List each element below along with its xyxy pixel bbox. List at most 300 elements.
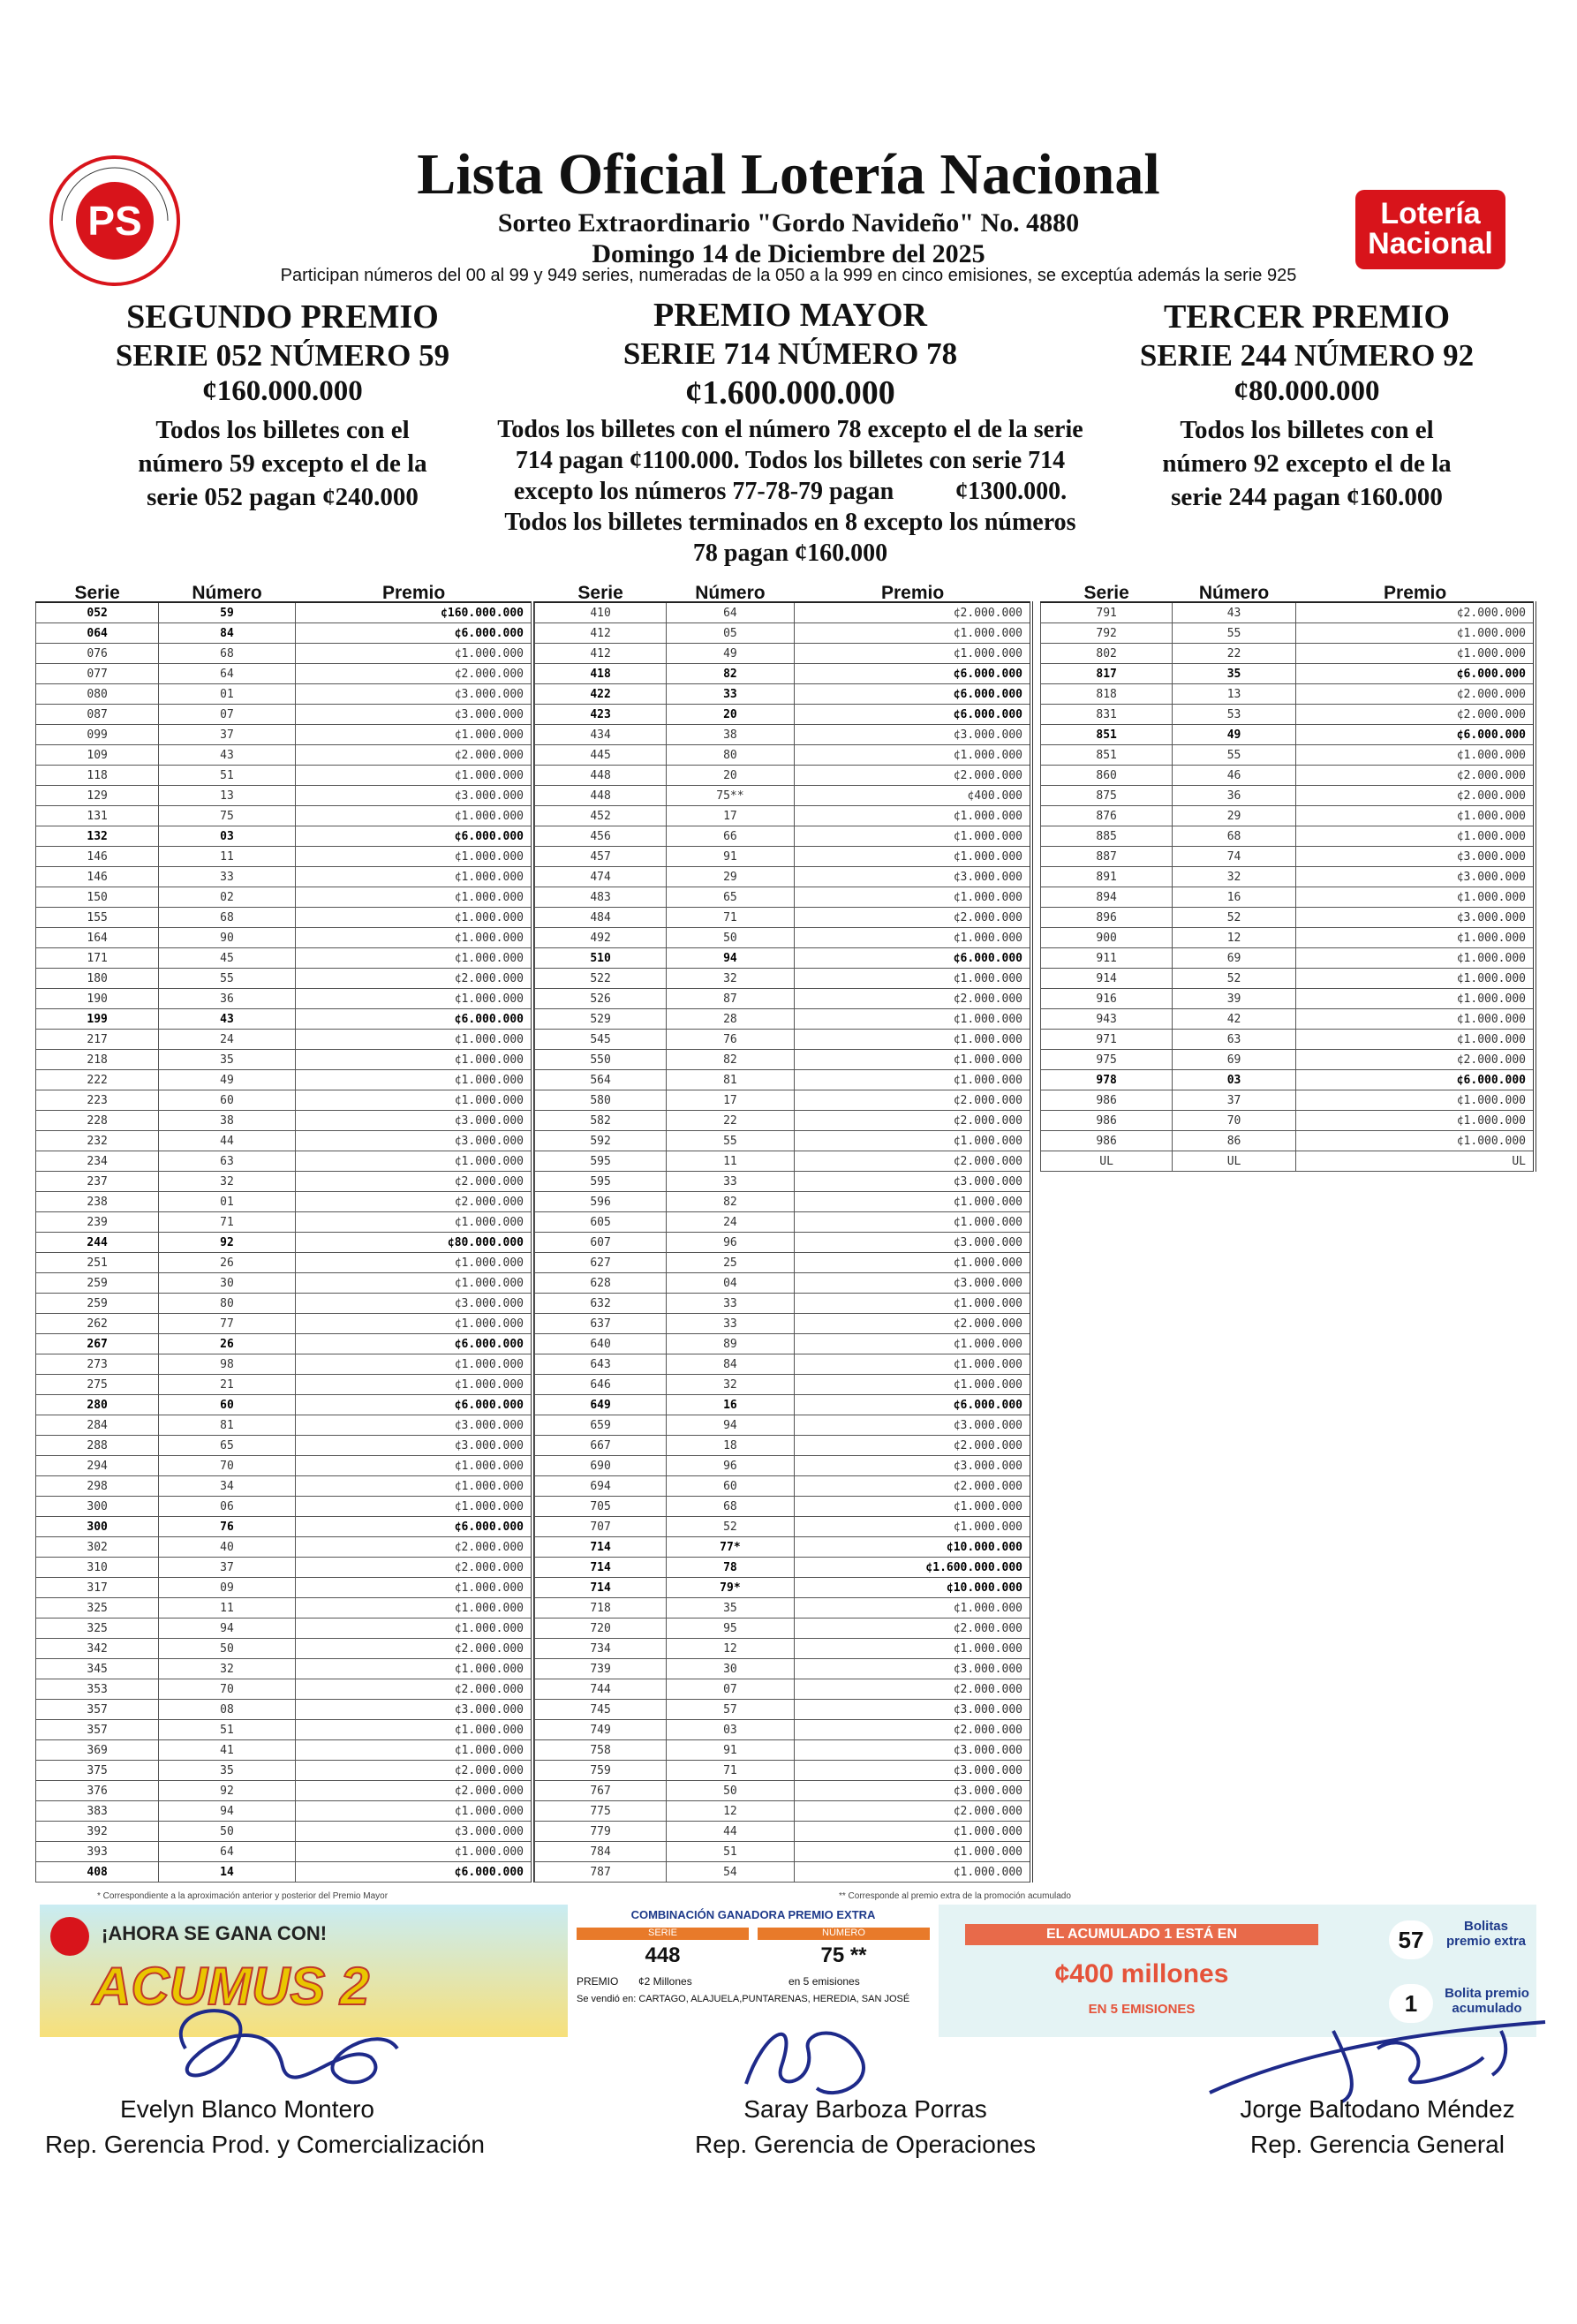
serie-cell: 171: [36, 948, 159, 969]
numero-cell: 78: [667, 1558, 794, 1578]
table-row: [535, 1720, 1032, 1740]
col-header-numero: Número: [1173, 585, 1296, 602]
premio-cell: ¢2.000.000: [794, 1618, 1031, 1639]
serie-cell: 526: [535, 989, 667, 1009]
major-prize-block: [441, 296, 1139, 569]
serie-cell: 422: [535, 684, 667, 705]
serie-cell: 228: [36, 1111, 159, 1131]
premio-cell: ¢3.000.000: [794, 1172, 1031, 1192]
premio-cell: ¢80.000.000: [295, 1233, 532, 1253]
table-row: [36, 1314, 533, 1334]
table-row: [535, 1639, 1032, 1659]
serie-cell: 817: [1041, 664, 1173, 684]
table-row: [36, 948, 533, 969]
numero-cell: 30: [159, 1273, 295, 1294]
serie-cell: 300: [36, 1497, 159, 1517]
numero-cell: 70: [159, 1679, 295, 1700]
table-row: [535, 1070, 1032, 1090]
premio-cell: ¢2.000.000: [794, 1314, 1031, 1334]
numero-cell: 55: [1173, 745, 1296, 766]
numero-cell: 20: [667, 705, 794, 725]
serie-cell: 146: [36, 847, 159, 867]
numero-cell: 91: [667, 1740, 794, 1761]
serie-cell: 357: [36, 1720, 159, 1740]
premio-cell: ¢3.000.000: [295, 1294, 532, 1314]
serie-cell: 267: [36, 1334, 159, 1354]
table-row: [535, 1253, 1032, 1273]
table-row: [36, 887, 533, 908]
serie-cell: 273: [36, 1354, 159, 1375]
table-row: [535, 1009, 1032, 1030]
serie-cell: 643: [535, 1354, 667, 1375]
numero-cell: 75: [159, 806, 295, 826]
numero-cell: 59: [159, 602, 295, 623]
serie-cell: 640: [535, 1334, 667, 1354]
premio-cell: ¢1.000.000: [1295, 887, 1535, 908]
table-row: [535, 786, 1032, 806]
table-row: [535, 1659, 1032, 1679]
third-prize-serie: SERIE 244 NÚMERO 92: [1139, 338, 1475, 373]
table-row: [36, 1233, 533, 1253]
table-row: [535, 1679, 1032, 1700]
table-row: [1041, 684, 1536, 705]
serie-cell: 607: [535, 1233, 667, 1253]
serie-cell: 369: [36, 1740, 159, 1761]
table-row: [1041, 1131, 1536, 1151]
serie-cell: 259: [36, 1294, 159, 1314]
table-row: [535, 969, 1032, 989]
table-row: [36, 602, 533, 623]
serie-cell: 244: [36, 1233, 159, 1253]
serie-cell: 818: [1041, 684, 1173, 705]
table-row: [535, 1030, 1032, 1050]
numero-cell: 50: [667, 928, 794, 948]
table-row: [36, 969, 533, 989]
serie-cell: 392: [36, 1822, 159, 1842]
serie-cell: 718: [535, 1598, 667, 1618]
table-row: [36, 1030, 533, 1050]
col-header-serie: Serie: [535, 585, 667, 602]
premio-cell: ¢1.000.000: [1295, 1009, 1535, 1030]
premio-cell: ¢1.000.000: [794, 644, 1031, 664]
numero-cell: 03: [667, 1720, 794, 1740]
table-row: [36, 1700, 533, 1720]
numero-cell: 36: [159, 989, 295, 1009]
table-row: [36, 1294, 533, 1314]
premio-cell: ¢1.000.000: [794, 1294, 1031, 1314]
serie-cell: 529: [535, 1009, 667, 1030]
premio-cell: ¢1.000.000: [794, 826, 1031, 847]
numero-cell: 12: [667, 1801, 794, 1822]
desc-line: Todos los billetes con el número 78 excepto el de la serie: [497, 416, 1083, 443]
results-table-2: [534, 585, 1033, 1883]
numero-cell: 35: [667, 1598, 794, 1618]
premio-cell: ¢1.000.000: [1295, 1131, 1535, 1151]
numero-cell: 63: [1173, 1030, 1296, 1050]
premio-cell: ¢3.000.000: [1295, 908, 1535, 928]
serie-cell: 342: [36, 1639, 159, 1659]
serie-cell: 222: [36, 1070, 159, 1090]
premio-cell: ¢3.000.000: [1295, 867, 1535, 887]
numero-cell: 13: [159, 786, 295, 806]
numero-cell: 81: [667, 1070, 794, 1090]
serie-cell: 749: [535, 1720, 667, 1740]
bolitas-extra-label: Bolitas premio extra: [1445, 1919, 1527, 1949]
numero-cell: 33: [159, 867, 295, 887]
table-row: [1041, 725, 1536, 745]
premio-cell: ¢2.000.000: [295, 1192, 532, 1212]
premio-cell: ¢1.000.000: [794, 1639, 1031, 1659]
table-row: [36, 1822, 533, 1842]
acum-title: EL ACUMULADO 1 ESTÁ EN: [965, 1924, 1318, 1945]
numero-cell: 43: [159, 1009, 295, 1030]
serie-cell: 155: [36, 908, 159, 928]
premio-cell: ¢1.000.000: [794, 1050, 1031, 1070]
serie-cell: 714: [535, 1558, 667, 1578]
premio-cell: ¢2.000.000: [794, 1801, 1031, 1822]
table-row: [535, 1151, 1032, 1172]
numero-cell: 80: [159, 1294, 295, 1314]
numero-cell: 70: [159, 1456, 295, 1476]
numero-cell: 98: [159, 1354, 295, 1375]
table-row: [36, 1273, 533, 1294]
premio-cell: ¢3.000.000: [794, 1659, 1031, 1679]
serie-cell: 146: [36, 867, 159, 887]
serie-cell: 483: [535, 887, 667, 908]
numero-cell: 82: [667, 1050, 794, 1070]
numero-cell: 71: [667, 1761, 794, 1781]
serie-cell: 448: [535, 786, 667, 806]
table-row: [36, 1659, 533, 1679]
premio-cell: ¢1.000.000: [295, 887, 532, 908]
desc-line: número 92 excepto el de la: [1162, 449, 1452, 478]
serie-cell: 345: [36, 1659, 159, 1679]
numero-cell: 84: [667, 1354, 794, 1375]
numero-cell: 54: [667, 1862, 794, 1883]
premio-cell: ¢1.000.000: [1295, 969, 1535, 989]
premio-cell: ¢1.000.000: [295, 1273, 532, 1294]
numero-cell: 09: [159, 1578, 295, 1598]
acum-amount: ¢400 millones: [1054, 1959, 1229, 1988]
serie-cell: 052: [36, 602, 159, 623]
serie-cell: 745: [535, 1700, 667, 1720]
serie-cell: 280: [36, 1395, 159, 1415]
serie-cell: 896: [1041, 908, 1173, 928]
table-row: [36, 1558, 533, 1578]
numero-cell: 77*: [667, 1537, 794, 1558]
table-row: [1041, 705, 1536, 725]
table-row: [36, 766, 533, 786]
numero-cell: 06: [159, 1497, 295, 1517]
table-row: [36, 1456, 533, 1476]
numero-cell: 95: [667, 1618, 794, 1639]
serie-cell: 259: [36, 1273, 159, 1294]
serie-cell: 129: [36, 786, 159, 806]
premio-cell: ¢2.000.000: [295, 1172, 532, 1192]
table-row: [36, 1111, 533, 1131]
table-row: [36, 847, 533, 867]
premio-cell: ¢1.000.000: [295, 1659, 532, 1679]
table-row: [36, 705, 533, 725]
numero-cell: 17: [667, 1090, 794, 1111]
serie-cell: 275: [36, 1375, 159, 1395]
serie-cell: 284: [36, 1415, 159, 1436]
numero-cell: 69: [1173, 948, 1296, 969]
table-row: [535, 623, 1032, 644]
premio-cell: ¢1.000.000: [295, 766, 532, 786]
numero-cell: 32: [667, 969, 794, 989]
numero-cell: 90: [159, 928, 295, 948]
numero-cell: 65: [667, 887, 794, 908]
desc-line: 714 pagan ¢1100.000. Todos los billetes con serie 714: [515, 447, 1066, 474]
table-row: [535, 1700, 1032, 1720]
premio-cell: ¢2.000.000: [295, 1558, 532, 1578]
premio-cell: ¢1.000.000: [794, 1354, 1031, 1375]
serie-cell: 851: [1041, 725, 1173, 745]
table-row: [36, 644, 533, 664]
numero-cell: 52: [1173, 969, 1296, 989]
table-row: [1041, 664, 1536, 684]
table-row: [36, 1598, 533, 1618]
numero-cell: 68: [159, 644, 295, 664]
numero-cell: 21: [159, 1375, 295, 1395]
table-row: [535, 806, 1032, 826]
serie-cell: 744: [535, 1679, 667, 1700]
numero-cell: 24: [159, 1030, 295, 1050]
table-row: [535, 1598, 1032, 1618]
premio-cell: ¢2.000.000: [794, 908, 1031, 928]
serie-cell: 851: [1041, 745, 1173, 766]
numero-cell: 26: [159, 1334, 295, 1354]
table-row: [535, 1517, 1032, 1537]
serie-cell: 916: [1041, 989, 1173, 1009]
serie-cell: 831: [1041, 705, 1173, 725]
serie-cell: 408: [36, 1862, 159, 1883]
numero-cell: 80: [667, 745, 794, 766]
serie-cell: 714: [535, 1537, 667, 1558]
serie-cell: 474: [535, 867, 667, 887]
col-header-numero: Número: [159, 585, 295, 602]
premio-cell: ¢1.000.000: [295, 1030, 532, 1050]
table-row: [535, 989, 1032, 1009]
premio-cell: ¢1.000.000: [794, 928, 1031, 948]
table-row: [1041, 644, 1536, 664]
numero-cell: UL: [1173, 1151, 1296, 1172]
serie-cell: 522: [535, 969, 667, 989]
table-row: [535, 1111, 1032, 1131]
numero-cell: 22: [1173, 644, 1296, 664]
premio-cell: ¢3.000.000: [794, 1415, 1031, 1436]
numero-cell: 42: [1173, 1009, 1296, 1030]
numero-cell: 89: [667, 1334, 794, 1354]
premio-cell: ¢1.000.000: [794, 1131, 1031, 1151]
numero-cell: 02: [159, 887, 295, 908]
premio-cell: ¢6.000.000: [295, 1517, 532, 1537]
numero-cell: 03: [159, 826, 295, 847]
premio-cell: ¢1.000.000: [295, 1740, 532, 1761]
serie-cell: 217: [36, 1030, 159, 1050]
table-row: [36, 1740, 533, 1761]
table-row: [36, 1375, 533, 1395]
table-row: [535, 1558, 1032, 1578]
numero-cell: 45: [159, 948, 295, 969]
table-row: [1041, 745, 1536, 766]
premio-cell: ¢1.000.000: [794, 806, 1031, 826]
serie-cell: 971: [1041, 1030, 1173, 1050]
serie-cell: 734: [535, 1639, 667, 1659]
numero-cell: 92: [159, 1233, 295, 1253]
premio-cell: ¢1.000.000: [295, 806, 532, 826]
serie-cell: 978: [1041, 1070, 1173, 1090]
numero-cell: 65: [159, 1436, 295, 1456]
premio-cell: ¢3.000.000: [295, 1436, 532, 1456]
premio-cell: ¢3.000.000: [295, 1415, 532, 1436]
desc-line: serie 244 pagan ¢160.000: [1171, 483, 1443, 511]
promo-slogan: ¡AHORA SE GANA CON!: [102, 1922, 328, 1944]
premio-cell: ¢6.000.000: [794, 664, 1031, 684]
premio-cell: ¢3.000.000: [794, 1233, 1031, 1253]
numero-cell: 07: [667, 1679, 794, 1700]
table-row: [36, 1476, 533, 1497]
serie-cell: 860: [1041, 766, 1173, 786]
premio-cell: ¢2.000.000: [1295, 786, 1535, 806]
serie-cell: 448: [535, 766, 667, 786]
table-row: [36, 989, 533, 1009]
numero-cell: 70: [1173, 1111, 1296, 1131]
numero-cell: 82: [667, 1192, 794, 1212]
table-row: [535, 1172, 1032, 1192]
premio-cell: ¢2.000.000: [1295, 766, 1535, 786]
premio-cell: ¢6.000.000: [1295, 725, 1535, 745]
numero-label: NÚMERO: [758, 1928, 930, 1940]
premio-cell: ¢3.000.000: [295, 1111, 532, 1131]
table-row: [36, 1436, 533, 1456]
table-row: [36, 1537, 533, 1558]
table-row: [535, 684, 1032, 705]
numero-cell: 08: [159, 1700, 295, 1720]
numero-cell: 26: [159, 1253, 295, 1273]
serie-cell: 707: [535, 1517, 667, 1537]
table-row: [36, 1497, 533, 1517]
serie-cell: 690: [535, 1456, 667, 1476]
serie-cell: 131: [36, 806, 159, 826]
acum-emisiones: EN 5 EMISIONES: [1088, 2002, 1196, 2017]
emisiones-text: en 5 emisiones: [788, 1975, 860, 1988]
table-row: [36, 1679, 533, 1700]
numero-cell: 25: [667, 1253, 794, 1273]
premio-cell: ¢1.000.000: [794, 1598, 1031, 1618]
premio-cell: ¢2.000.000: [295, 664, 532, 684]
table-row: [535, 705, 1032, 725]
col-header-premio: Premio: [295, 585, 532, 602]
major-prize-desc: [441, 414, 1139, 569]
table-row: [535, 602, 1032, 623]
numero-cell: 68: [1173, 826, 1296, 847]
numero-cell: 49: [667, 644, 794, 664]
serie-cell: 262: [36, 1314, 159, 1334]
premio-cell: ¢6.000.000: [295, 1395, 532, 1415]
premio-cell: ¢1.000.000: [1295, 1030, 1535, 1050]
numero-cell: 32: [667, 1375, 794, 1395]
serie-cell: 720: [535, 1618, 667, 1639]
bolita-acum-count: 1: [1389, 1984, 1433, 2023]
serie-cell: 302: [36, 1537, 159, 1558]
loteria-nacional-logo: [1355, 190, 1505, 269]
major-prize-serie: SERIE 714 NÚMERO 78: [622, 336, 958, 371]
table-row: [1041, 1009, 1536, 1030]
premio-cell: ¢1.000.000: [295, 725, 532, 745]
table-row: [1041, 766, 1536, 786]
serie-cell: 564: [535, 1070, 667, 1090]
draw-subtitle: Sorteo Extraordinario "Gordo Navideño" No. 4880: [497, 208, 1080, 238]
premio-cell: ¢1.000.000: [295, 1253, 532, 1273]
numero-cell: 30: [667, 1659, 794, 1679]
numero-cell: 32: [159, 1172, 295, 1192]
second-prize-amount: ¢160.000.000: [202, 375, 363, 407]
numero-cell: 49: [159, 1070, 295, 1090]
numero-cell: 37: [159, 725, 295, 745]
serie-cell: 383: [36, 1801, 159, 1822]
premio-cell: ¢1.000.000: [794, 1517, 1031, 1537]
numero-cell: 11: [159, 847, 295, 867]
premio-cell: ¢3.000.000: [794, 1761, 1031, 1781]
serie-cell: 632: [535, 1294, 667, 1314]
serie-cell: 434: [535, 725, 667, 745]
numero-cell: 52: [1173, 908, 1296, 928]
serie-cell: 150: [36, 887, 159, 908]
table-row: [1041, 623, 1536, 644]
table-row: [36, 1172, 533, 1192]
table-row: [1041, 887, 1536, 908]
table-row: [535, 1497, 1032, 1517]
table-row: [36, 928, 533, 948]
table-row: [535, 1192, 1032, 1212]
premio-cell: ¢1.000.000: [794, 1070, 1031, 1090]
premio-cell: ¢6.000.000: [794, 948, 1031, 969]
serie-cell: 791: [1041, 602, 1173, 623]
table-row: [36, 623, 533, 644]
table-row: [535, 867, 1032, 887]
premio-cell: ¢2.000.000: [794, 1111, 1031, 1131]
numero-cell: 33: [667, 1294, 794, 1314]
premio-cell: ¢6.000.000: [794, 705, 1031, 725]
numero-cell: 37: [1173, 1090, 1296, 1111]
premio-cell: ¢1.000.000: [295, 1801, 532, 1822]
premio-cell: ¢1.000.000: [295, 1375, 532, 1395]
serie-cell: 986: [1041, 1090, 1173, 1111]
premio-cell: ¢2.000.000: [295, 969, 532, 989]
table-row: [535, 644, 1032, 664]
serie-cell: 087: [36, 705, 159, 725]
signature-jorge: [1201, 1996, 1554, 2110]
serie-cell: 484: [535, 908, 667, 928]
serie-cell: 705: [535, 1497, 667, 1517]
premio-cell: ¢1.000.000: [295, 1050, 532, 1070]
serie-cell: 876: [1041, 806, 1173, 826]
third-prize-desc: [1077, 413, 1536, 514]
table-row: [535, 1334, 1032, 1354]
logo-line2: Nacional: [1368, 227, 1493, 260]
sold-at-text: Se vendió en: CARTAGO, ALAJUELA,PUNTARENAS, HEREDIA, SAN JOSÉ: [577, 1994, 910, 2004]
numero-cell: 81: [159, 1415, 295, 1436]
numero-cell: 12: [1173, 928, 1296, 948]
premio-cell: ¢1.000.000: [295, 1598, 532, 1618]
table-row: [1041, 1151, 1536, 1172]
premio-cell: ¢3.000.000: [295, 1822, 532, 1842]
table-row: [535, 948, 1032, 969]
promo-brand: ACUMUS 2: [93, 1957, 370, 2016]
table-row: [36, 684, 533, 705]
